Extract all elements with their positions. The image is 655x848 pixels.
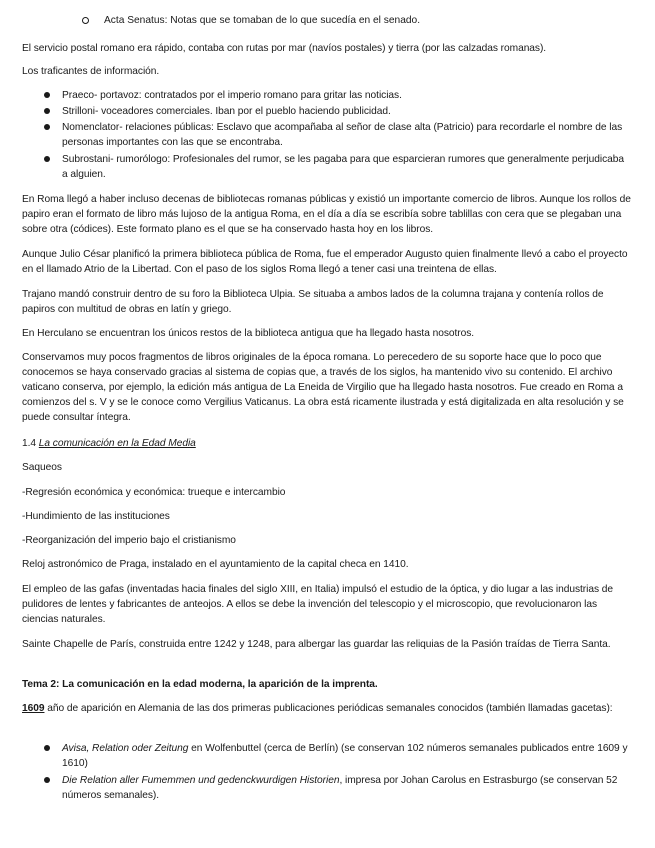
list-item: Praeco- portavoz: contratados por el imperio romano para gritar las noticias. bbox=[62, 90, 402, 101]
circle-bullet-icon bbox=[82, 17, 89, 24]
paragraph-regresion: -Regresión económica y económica: trueque e intercambio bbox=[22, 487, 286, 498]
paragraph-trajano: Trajano mandó construir dentro de su foro la Biblioteca Ulpia. Se situaba a ambos lados de la columna trajana y contenía rollos de papiros con multitud de obras en latín y griego. bbox=[22, 289, 604, 315]
section-number: 1.4 bbox=[22, 438, 39, 449]
year-1609: 1609 bbox=[22, 703, 45, 714]
paragraph-1609 bbox=[22, 701, 634, 716]
paragraph-hundimiento: -Hundimiento de las instituciones bbox=[22, 511, 170, 522]
paragraph-herculano: En Herculano se encuentran los únicos restos de la biblioteca antigua que ha llegado hasta nosotros. bbox=[22, 328, 475, 339]
paragraph-julio: Aunque Julio César planificó la primera biblioteca pública de Roma, fue el emperador Augusto quien finalmente llevó a cabo el proyecto en el llamado Atrio de la Libertad. Con el paso de los siglos Roma llegó a tener casi una treintena de ellas. bbox=[22, 249, 628, 275]
acta-senatus: Acta Senatus: Notas que se tomaban de lo que sucedía en el senado. bbox=[104, 15, 421, 26]
paragraph-servicio: El servicio postal romano era rápido, contaba con rutas por mar (navíos postales) y tierra (por las calzadas romanas). bbox=[22, 43, 547, 54]
paragraph-saqueos: Saqueos bbox=[22, 462, 62, 473]
aparicion-text: año de aparición en Alemania de las dos primeras publicaciones periódicas semanales conocidos (también llamadas gacetas): bbox=[44, 703, 613, 714]
list-item: Strilloni- voceadores comerciales. Iban por el pueblo haciendo publicidad. bbox=[62, 106, 391, 117]
bullet-icon bbox=[44, 124, 50, 130]
bullet-icon bbox=[44, 745, 50, 751]
bullet-icon bbox=[44, 92, 50, 98]
paragraph-conservamos: Conservamos muy pocos fragmentos de libros originales de la época romana. Lo perecedero de su soporte hace que lo poco que conocemos se haya conservado gracias al sistema de copias que, a través de los siglos, ha mantenido vivo su contenido. El archivo vaticano conserva, por ejemplo, la edición más antigua de La Eneida de Virgilio que ha llegado hasta nosotros. Fue creado en Roma a comienzos del s. V y se le conoce como Vergilius Vaticanus. La obra está ricamente ilustrada y está digitalizada en alta resolución y se puede consultar íntegra. bbox=[22, 352, 624, 423]
list-item: Subrostani- rumorólogo: Profesionales del rumor, se les pagaba para que esparcieran rumores que generalmente perjudicaba a alguien. bbox=[62, 154, 625, 180]
paragraph-traficantes: Los traficantes de información. bbox=[22, 66, 160, 77]
bullet-icon bbox=[44, 777, 50, 783]
section-heading-1-4 bbox=[22, 436, 634, 451]
heading-tema-2 bbox=[22, 677, 634, 692]
list-item: Nomenclator- relaciones públicas: Esclavo que acompañaba al señor de clase alta (Patricio) para recordarle el nombre de las personas importantes con las que se encontraba. bbox=[62, 122, 623, 148]
paragraph-gafas: El empleo de las gafas (inventadas hacia finales del siglo XIII, en Italia) impulsó el estudio de la óptica, y dio lugar a las industrias de pulidores de lentes y fabricantes de anteojos. A ellos se debe la invención del telescopio y el microscopio, que revolucionaron las ciencias naturales. bbox=[22, 584, 614, 625]
list-item bbox=[62, 741, 632, 771]
paragraph-reorganizacion: -Reorganización del imperio bajo el cristianismo bbox=[22, 535, 236, 546]
tema-2-title: Tema 2: La comunicación en la edad moderna, la aparición de la imprenta. bbox=[22, 679, 378, 690]
publication-title: Die Relation aller Fumemmen und gedenckwurdigen Historien bbox=[62, 775, 340, 786]
bullet-icon bbox=[44, 156, 50, 162]
paragraph-roma: En Roma llegó a haber incluso decenas de bibliotecas romanas públicas y existió un importante comercio de libros. Aunque los rollos de papiro eran el formato de libro más lujoso de la antigua Roma, en el día a día se escribía sobre tablillas con cera que se plegaban una sobre otra (códices). Este formato plano es el que se ha conservado hasta hoy en los libros. bbox=[22, 194, 631, 235]
bullet-icon bbox=[44, 108, 50, 114]
publication-title: Avisa, Relation oder Zeitung bbox=[62, 743, 189, 754]
publication-detail: , impresa por Johan Carolus en Estrasburgo (se conservan 52 números semanales). bbox=[62, 775, 618, 801]
publication-detail: en Wolfenbuttel (cerca de Berlín) (se conservan 102 números semanales publicados entre 1609 y 1610) bbox=[62, 743, 628, 769]
list-item bbox=[62, 773, 632, 803]
paragraph-sainte: Sainte Chapelle de París, construida entre 1242 y 1248, para albergar las guardar las reliquias de la Pasión traídas de Tierra Santa. bbox=[22, 639, 611, 650]
paragraph-reloj: Reloj astronómico de Praga, instalado en el ayuntamiento de la capital checa en 1410. bbox=[22, 559, 409, 570]
section-title: La comunicación en la Edad Media bbox=[38, 438, 196, 449]
